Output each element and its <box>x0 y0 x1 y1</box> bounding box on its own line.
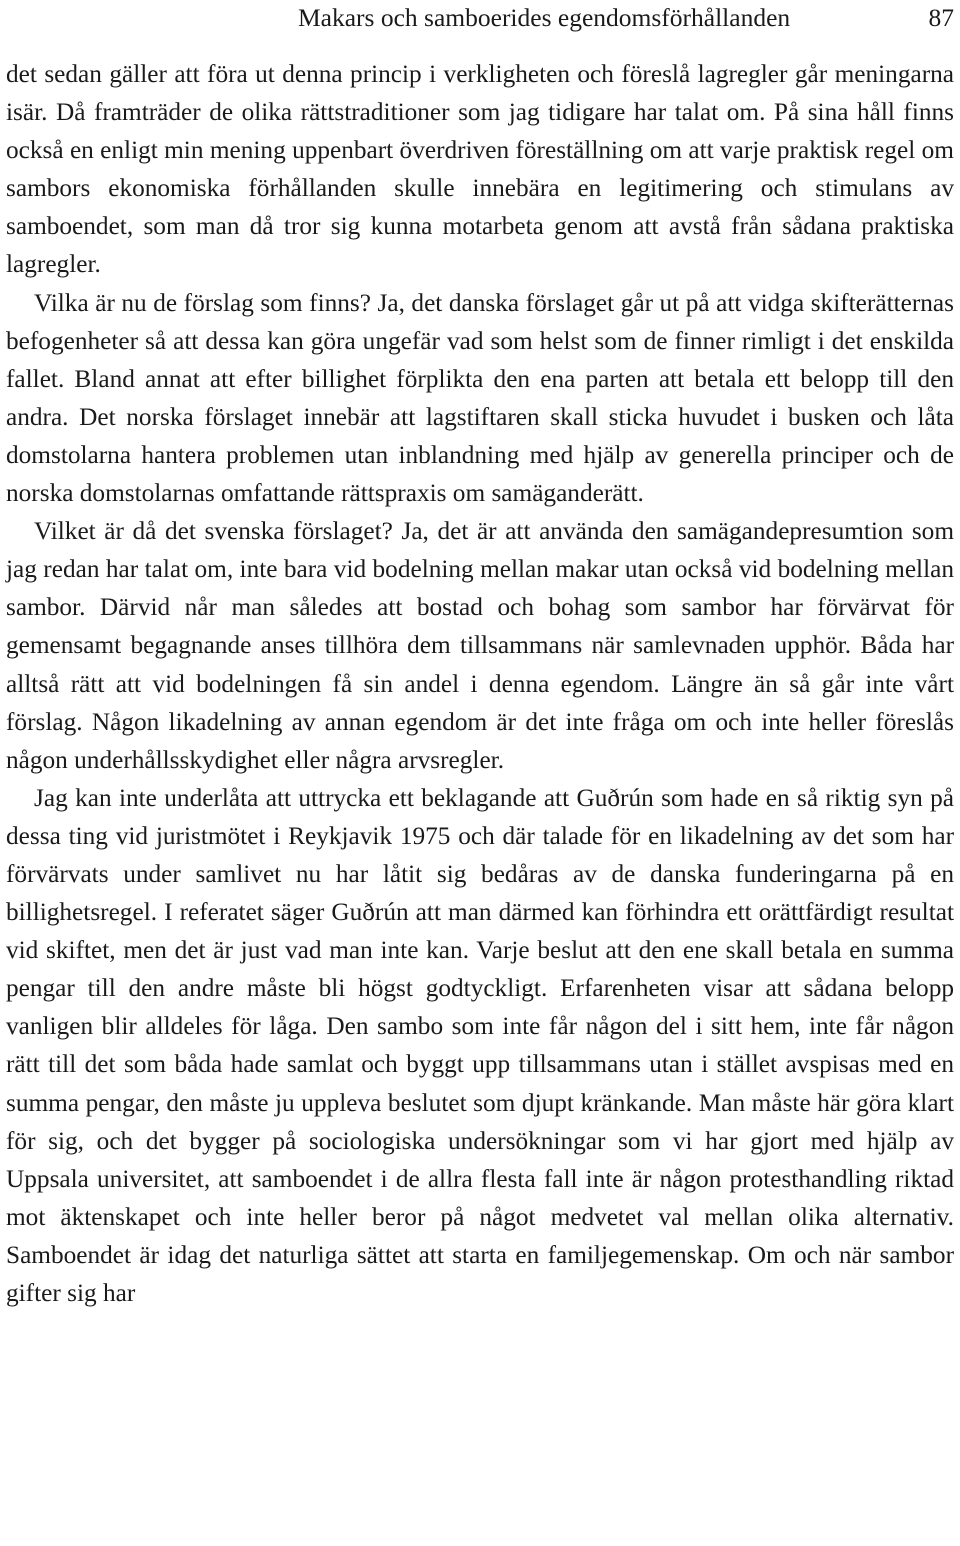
paragraph-swedish-proposal: Vilket är då det svenska förslaget? Ja, det är att använda den samägandepresumtion som jag redan har talat om, inte bara vid bodelning mellan makar utan också vid bodelning mellan sambor. Därvid når man således att bostad och bohag som sambor har förvärvat för gemensamt begagnande anses tillhöra dem tillsammans när samlevnaden upphör. Båda har alltså rätt att vid bodelningen få sin andel i denna egendom. Längre än så går inte vårt förslag. Någon likadelning av annan egendom är det inte fråga om och inte heller föreslås någon underhållsskydighet eller några arvsregler. <box>6 517 954 774</box>
running-head-title: Makars och samboerides egendomsförhållanden <box>298 3 791 32</box>
paragraph-continuation: det sedan gäller att föra ut denna princip i verkligheten och föreslå lagregler går meningarna isär. Då framträder de olika rättstraditioner som jag tidigare har talat om. På sina håll finns också en enligt min mening uppenbart överdriven föreställning om att varje praktisk regel om sambors ekonomiska förhållanden skulle innebära en legitimering och stimulans av samboendet, som man då tror sig kunna motarbeta genom att avstå från sådana praktiska lagregler. <box>6 60 954 279</box>
paragraph-gudrun: Jag kan inte underlåta att uttrycka ett beklagande att Guðrún som hade en så riktig syn på dessa ting vid juristmötet i Reykjavik 1975 och där talade för en likadelning av det som har förvärvats under samlivet nu har låtit sig bedåras av de danska funderingarna på en billighetsregel. I referatet säger Guðrún att man därmed kan förhindra ett orättfärdigt resultat vid skiftet, men det är just vad man inte kan. Varje beslut att den ene skall betala en summa pengar till den andre måste bli högst godtyckligt. Erfarenheten visar att sådana belopp vanligen blir alldeles för låga. Den sambo som inte får någon del i sitt hem, inte får någon rätt till det som båda hade samlat och byggt upp tillsammans utan i stället avspisas med en summa pengar, den måste ju uppleva beslutet som djupt kränkande. Man måste här göra klart för sig, och det bygger på sociologiska undersökningar som vi har gjort med hjälp av Uppsala universitet, att samboendet i de allra flesta fall inte är någon protesthandling riktad mot äktenskapet och inte heller beror på något medvetet val mellan olika alternativ. Samboendet är idag det naturliga sättet att starta en familjegemenskap. Om och när sambor gifter sig har <box>6 783 954 1307</box>
body-text <box>6 55 954 1312</box>
paragraph-proposals: Vilka är nu de förslag som finns? Ja, det danska förslaget går ut på att vidga skifterätternas befogenheter så att dessa kan göra ungefär vad som helst som de finner rimligt i det enskilda fallet. Bland annat att efter billighet förplikta den ena parten att betala ett belopp till den andra. Det norska förslaget innebär att lagstiftaren skall sticka huvudet i busken och låta domstolarna hantera problemen utan inblandning med hjälp av generella principer och de norska domstolarnas omfattande rättspraxis om samäganderätt. <box>6 288 954 508</box>
running-head <box>0 0 960 36</box>
page-number: 87 <box>928 3 954 32</box>
